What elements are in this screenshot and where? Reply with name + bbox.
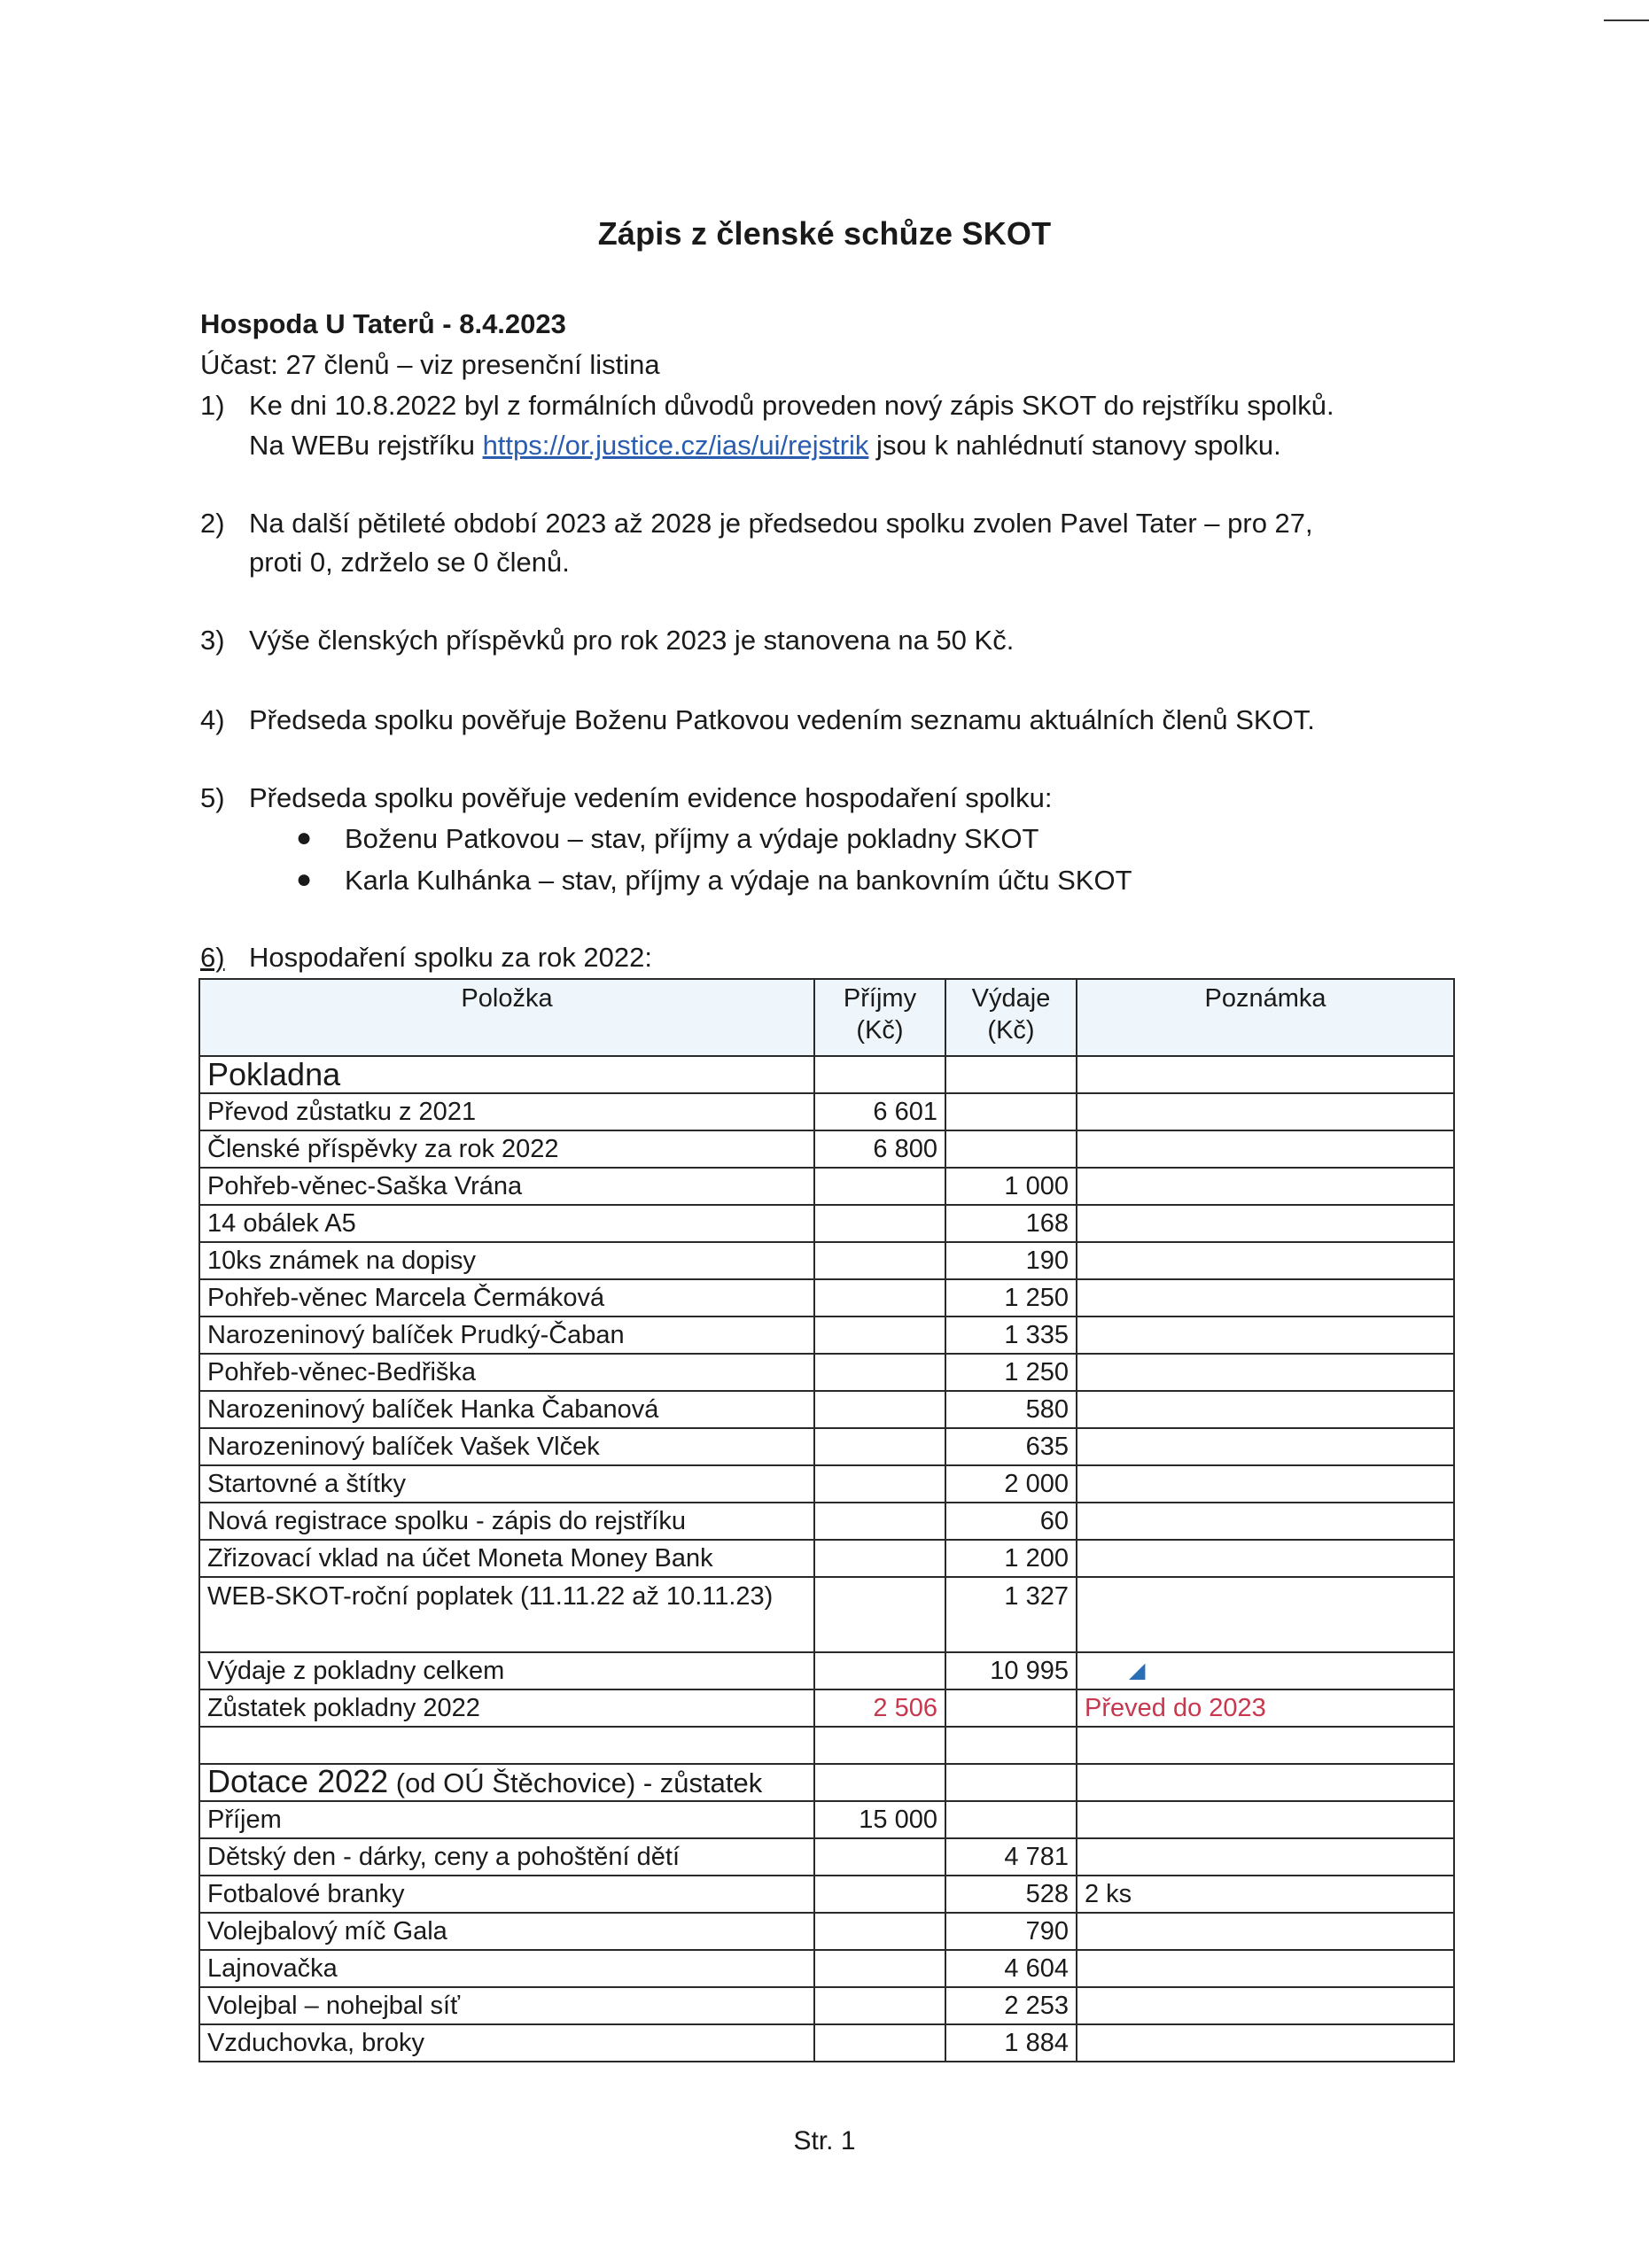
cell-name: WEB-SKOT-roční poplatek (11.11.22 až 10.11.23) [199, 1577, 814, 1652]
cell-name: Vzduchovka, broky [199, 2024, 814, 2062]
page-number: Str. 1 [793, 2126, 856, 2155]
cell-note [1077, 1279, 1454, 1317]
section-dotace-title: Dotace 2022 [207, 1763, 389, 1799]
cell-income [814, 1987, 945, 2024]
cell-name: Fotbalové branky [199, 1876, 814, 1913]
table-cell [814, 1727, 945, 1764]
document-title: Zápis z členské schůze SKOT [597, 215, 1052, 252]
table-row [199, 1465, 1454, 1503]
cell-note [1077, 1428, 1454, 1465]
cell-income [814, 1876, 945, 1913]
balance-row [199, 1689, 1454, 1727]
cell-note [1077, 1577, 1454, 1652]
item-number: 2) [200, 508, 225, 539]
cell-income [814, 1354, 945, 1391]
cell-note [1077, 1168, 1454, 1205]
table-cell [945, 1727, 1077, 1764]
cell-income [814, 1838, 945, 1876]
table-cell [945, 1689, 1077, 1727]
scan-edge-line [1604, 19, 1649, 21]
cell-expense: 190 [945, 1242, 1077, 1279]
cell-expense: 1 335 [945, 1317, 1077, 1354]
cell-expense: 1 327 [945, 1577, 1077, 1652]
cell-income [814, 1317, 945, 1354]
cell-expense: 1 250 [945, 1354, 1077, 1391]
cell-expense: 1 884 [945, 2024, 1077, 2062]
table-cell [814, 1652, 945, 1689]
cell-expense: 168 [945, 1205, 1077, 1242]
bullet-icon: ● [296, 865, 313, 894]
table-row [199, 1838, 1454, 1876]
item-number: 6) [200, 942, 225, 973]
cell-income [814, 1428, 945, 1465]
cell-note [1077, 1391, 1454, 1428]
cell-expense: 1 200 [945, 1540, 1077, 1577]
table-cell [1077, 1056, 1454, 1093]
item-number: 1) [200, 390, 225, 421]
cell-income [814, 1391, 945, 1428]
cell-note: 2 ks [1077, 1876, 1454, 1913]
cell-name: Lajnovačka [199, 1950, 814, 1987]
cell-name: Pohřeb-věnec-Bedřiška [199, 1354, 814, 1391]
header-expense: Výdaje (Kč) [945, 979, 1077, 1056]
cell-name: Volejbalový míč Gala [199, 1913, 814, 1950]
cell-income [814, 1577, 945, 1652]
cell-note [1077, 1503, 1454, 1540]
item-number: 4) [200, 704, 225, 735]
table-header-row [199, 979, 1454, 1056]
table-row [199, 1317, 1454, 1354]
header-note: Poznámka [1077, 979, 1454, 1056]
cell-note [1077, 1354, 1454, 1391]
table-cell [1077, 1727, 1454, 1764]
finance-table [198, 978, 1455, 2062]
header-income: Příjmy (Kč) [814, 979, 945, 1056]
cell-name: Narozeninový balíček Hanka Čabanová [199, 1391, 814, 1428]
pen-mark-icon: ◢ [1129, 1658, 1146, 1682]
item-4-line-1: Předseda spolku pověřuje Boženu Patkovou vedením seznamu aktuálních členů SKOT. [249, 704, 1315, 735]
cell-income: 6 601 [814, 1093, 945, 1130]
cell-name: Převod zůstatku z 2021 [199, 1093, 814, 1130]
section-pokladna: Pokladna [199, 1056, 814, 1093]
cell-income [814, 1950, 945, 1987]
meeting-place-date: Hospoda U Taterů - 8.4.2023 [200, 308, 566, 339]
cell-note [1077, 1838, 1454, 1876]
cell-note [1077, 1913, 1454, 1950]
cell-expense: 2 000 [945, 1465, 1077, 1503]
cell-note [1077, 1540, 1454, 1577]
cell-income [814, 1503, 945, 1540]
cell-name: Dětský den - dárky, ceny a pohoštění dětí [199, 1838, 814, 1876]
cell-income [814, 1205, 945, 1242]
item-2-line-1: Na další pětileté období 2023 až 2028 je předsedou spolku zvolen Pavel Tater – pro 27, [249, 508, 1313, 539]
table-cell [814, 1056, 945, 1093]
item-1-line-2 [249, 430, 1281, 462]
balance-label: Zůstatek pokladny 2022 [199, 1689, 814, 1727]
spacer-row [199, 1727, 1454, 1764]
cell-note [1077, 1242, 1454, 1279]
balance-note: Převed do 2023 [1077, 1689, 1454, 1727]
cell-expense: 4 604 [945, 1950, 1077, 1987]
table-row [199, 2024, 1454, 2062]
cell-income [814, 1465, 945, 1503]
table-row [199, 1354, 1454, 1391]
item-1-line-1: Ke dni 10.8.2022 byl z formálních důvodů proveden nový zápis SKOT do rejstříku spolků. [249, 390, 1334, 421]
item-number: 5) [200, 782, 225, 813]
cell-expense: 635 [945, 1428, 1077, 1465]
cell-income [814, 1913, 945, 1950]
table-cell [1077, 1801, 1454, 1838]
cell-income [814, 1279, 945, 1317]
table-cell [945, 1801, 1077, 1838]
cell-name: Narozeninový balíček Vašek Vlček [199, 1428, 814, 1465]
section-dotace-subtitle: (od OÚ Štěchovice) - zůstatek [388, 1767, 763, 1798]
cell-expense: 60 [945, 1503, 1077, 1540]
total-label: Výdaje z pokladny celkem [199, 1652, 814, 1689]
cell-expense: 1 000 [945, 1168, 1077, 1205]
table-row [199, 1205, 1454, 1242]
cell-expense: 790 [945, 1913, 1077, 1950]
table-row [199, 1876, 1454, 1913]
item-5-line-1: Předseda spolku pověřuje vedením evidence hospodaření spolku: [249, 782, 1053, 813]
cell-income [814, 1540, 945, 1577]
cell-name: 14 obálek A5 [199, 1205, 814, 1242]
item-6-line-1: Hospodaření spolku za rok 2022: [249, 942, 652, 973]
table-cell [814, 1764, 945, 1801]
cell-expense: 580 [945, 1391, 1077, 1428]
table-cell [1077, 1764, 1454, 1801]
cell-expense [945, 1093, 1077, 1130]
table-row [199, 1093, 1454, 1130]
balance-value: 2 506 [814, 1689, 945, 1727]
cell-name: Pohřeb-věnec-Saška Vrána [199, 1168, 814, 1205]
cell-name: Volejbal – nohejbal síť [199, 1987, 814, 2024]
table-cell [199, 1727, 814, 1764]
cell-name: Členské příspěvky za rok 2022 [199, 1130, 814, 1168]
cell-name: Startovné a štítky [199, 1465, 814, 1503]
cell-expense: 4 781 [945, 1838, 1077, 1876]
cell-income: 6 800 [814, 1130, 945, 1168]
table-row [199, 1950, 1454, 1987]
section-dotace [199, 1764, 814, 1801]
total-row [199, 1652, 1454, 1689]
cell-income [814, 2024, 945, 2062]
table-cell [945, 1056, 1077, 1093]
attendance: Účast: 27 členů – viz presenční listina [200, 349, 660, 380]
table-cell [1077, 1652, 1454, 1689]
table-row [199, 1540, 1454, 1577]
table-row [199, 1503, 1454, 1540]
item-3-line-1: Výše členských příspěvků pro rok 2023 je stanovena na 50 Kč. [249, 625, 1015, 656]
table-row [199, 1391, 1454, 1428]
table-cell [945, 1764, 1077, 1801]
table-row [199, 1577, 1454, 1652]
income-label: Příjem [199, 1801, 814, 1838]
registry-link[interactable]: https://or.justice.cz/ias/ui/rejstrik [482, 430, 869, 461]
cell-note [1077, 1093, 1454, 1130]
cell-note [1077, 1205, 1454, 1242]
section-row [199, 1764, 1454, 1801]
income-value: 15 000 [814, 1801, 945, 1838]
cell-name: Nová registrace spolku - zápis do rejstříku [199, 1503, 814, 1540]
cell-note [1077, 2024, 1454, 2062]
total-expense: 10 995 [945, 1652, 1077, 1689]
bullet-item: Boženu Patkovou – stav, příjmy a výdaje pokladny SKOT [345, 823, 1039, 854]
cell-expense: 528 [945, 1876, 1077, 1913]
cell-expense: 1 250 [945, 1279, 1077, 1317]
cell-note [1077, 1130, 1454, 1168]
income-row [199, 1801, 1454, 1838]
cell-income [814, 1242, 945, 1279]
cell-note [1077, 1317, 1454, 1354]
cell-expense: 2 253 [945, 1987, 1077, 2024]
table-row [199, 1913, 1454, 1950]
cell-note [1077, 1950, 1454, 1987]
item-1-text-after-link: jsou k nahlédnutí stanovy spolku. [868, 430, 1281, 461]
table-row [199, 1168, 1454, 1205]
table-row [199, 1987, 1454, 2024]
cell-note [1077, 1465, 1454, 1503]
cell-note [1077, 1987, 1454, 2024]
cell-income [814, 1168, 945, 1205]
table-row [199, 1130, 1454, 1168]
bullet-icon: ● [296, 823, 313, 852]
cell-expense [945, 1130, 1077, 1168]
table-row [199, 1428, 1454, 1465]
cell-name: Pohřeb-věnec Marcela Čermáková [199, 1279, 814, 1317]
item-number: 3) [200, 625, 225, 656]
item-2-line-2: proti 0, zdrželo se 0 členů. [249, 547, 570, 578]
item-1-text-before-link: Na WEBu rejstříku [249, 430, 483, 461]
cell-name: Narozeninový balíček Prudký-Čaban [199, 1317, 814, 1354]
bullet-item: Karla Kulhánka – stav, příjmy a výdaje na bankovním účtu SKOT [345, 865, 1132, 896]
table-row [199, 1279, 1454, 1317]
header-item: Položka [199, 979, 814, 1056]
cell-name: Zřizovací vklad na účet Moneta Money Bank [199, 1540, 814, 1577]
section-row [199, 1056, 1454, 1093]
table-row [199, 1242, 1454, 1279]
cell-name: 10ks známek na dopisy [199, 1242, 814, 1279]
